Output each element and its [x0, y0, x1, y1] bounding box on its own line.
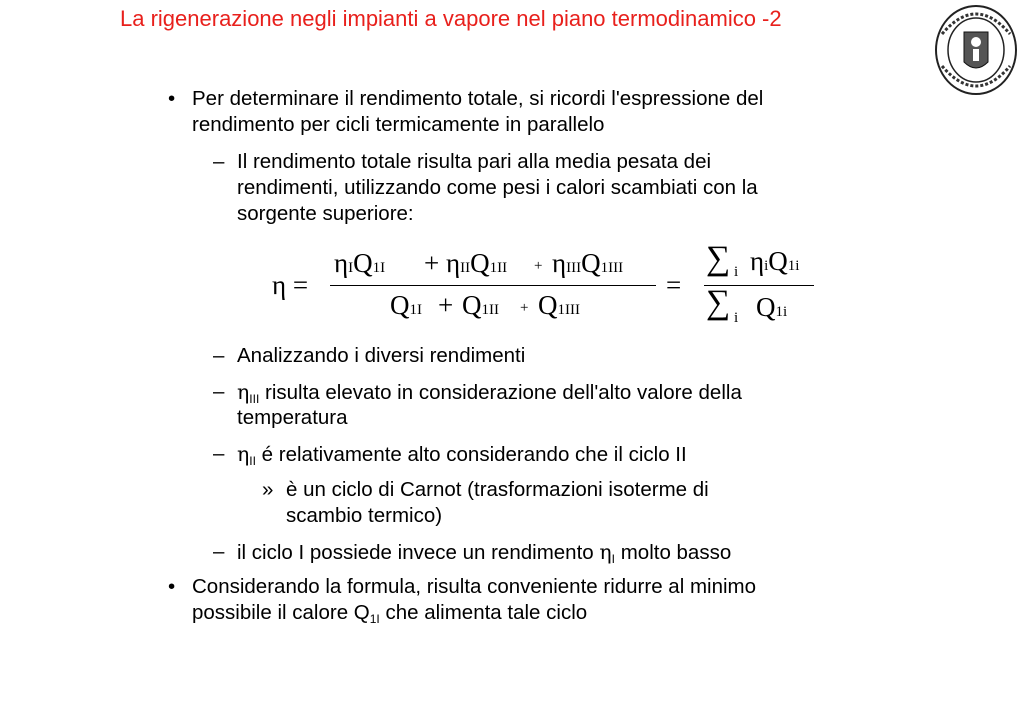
bullet-1-line-2: rendimento per cicli termicamente in parallelo	[192, 113, 605, 136]
sub-bullet-2: Analizzando i diversi rendimenti	[237, 344, 526, 367]
slide-title: La rigenerazione negli impianti a vapore nel piano termodinamico -2	[120, 6, 782, 31]
bullet-1-line-1: Per determinare il rendimento totale, si ricordi l'espressione del	[192, 87, 764, 110]
sum-index-den: i	[734, 310, 739, 326]
sub-sub-bullet-1-line-1: è un ciclo di Carnot (trasformazioni isoterme di	[286, 478, 709, 501]
sub-sub-bullet-marker: »	[262, 478, 274, 501]
sum-symbol: ∑	[706, 240, 731, 277]
university-seal-logo	[934, 4, 1018, 96]
formula-den-q-3: Q1III	[538, 290, 580, 320]
bullet-2-line-2: possibile il calore $Q_{1I}$ che alimenta tale ciclo	[192, 601, 588, 626]
sub-bullet-marker: –	[213, 442, 225, 465]
sub-bullet-5: il ciclo I possiede invece un rendimento $\eta_I$ molto basso	[237, 540, 732, 566]
formula-num-eta-3: ηIIIQ1III	[552, 248, 624, 278]
formula-num-eta-2: ηIIQ1II	[446, 248, 508, 278]
fraction-bar	[330, 285, 656, 286]
formula-plus-small: +	[534, 258, 543, 274]
formula-den-q-1: Q1I	[390, 290, 422, 320]
formula-plus: +	[424, 248, 440, 278]
sub-bullet-marker: –	[213, 344, 225, 367]
sub-bullet-marker: –	[213, 540, 225, 563]
sub-bullet-3-line-1: $\eta_{III}$ risulta elevato in considerazione dell'alto valore della	[237, 380, 742, 406]
sub-bullet-4: $\eta_{II}$ é relativamente alto considerando che il ciclo II	[237, 442, 687, 468]
formula-rnum: ηiQ1i	[750, 246, 800, 276]
bullet-marker: •	[168, 87, 176, 110]
formula-rden: Q1i	[756, 292, 788, 322]
sub-bullet-marker: –	[213, 380, 225, 403]
sub-bullet-1-line-1: Il rendimento totale risulta pari alla media pesata dei	[237, 150, 712, 173]
sum-symbol-den: ∑	[706, 284, 731, 321]
sub-sub-bullet-1-line-2: scambio termico)	[286, 504, 443, 527]
formula-lhs: η =	[272, 270, 309, 300]
formula-den-plus: +	[438, 290, 454, 320]
formula-equals: =	[666, 270, 682, 300]
bullet-marker: •	[168, 575, 176, 598]
formula-den-q-2: Q1II	[462, 290, 499, 320]
bullet-2-line-1: Considerando la formula, risulta conveniente ridurre al minimo	[192, 575, 757, 598]
sub-bullet-3-line-2: temperatura	[237, 406, 348, 429]
formula-num-eta-1: ηIQ1I	[334, 248, 386, 278]
formula-den-plus-small: +	[520, 300, 529, 316]
sum-index: i	[734, 264, 739, 280]
sub-bullet-1-line-2: rendimenti, utilizzando come pesi i calori scambiati con la	[237, 176, 758, 199]
sub-bullet-marker: –	[213, 150, 225, 173]
sub-bullet-1-line-3: sorgente superiore:	[237, 202, 414, 225]
weighted-efficiency-formula	[272, 240, 832, 334]
